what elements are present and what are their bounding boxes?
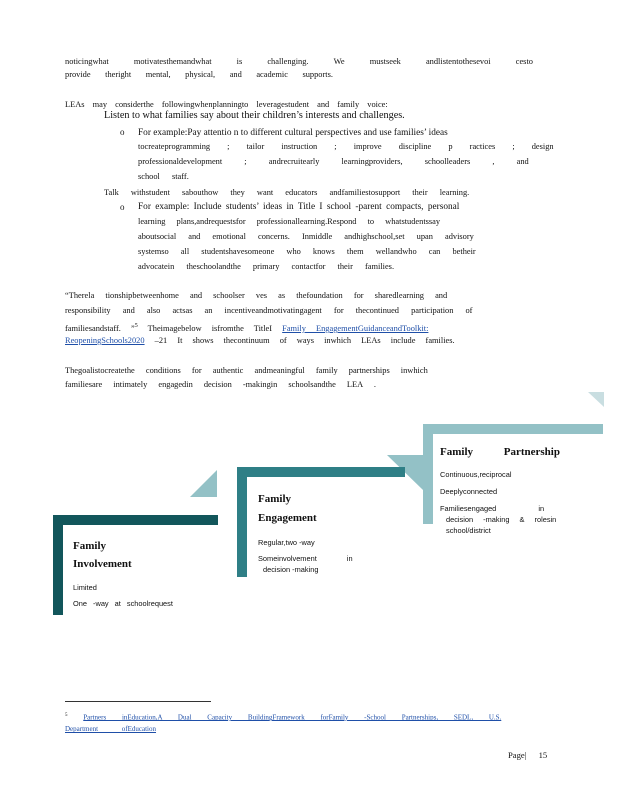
footnote-link[interactable]: Partners inEducation,A Dual Capacity BuildingFramework forFamily -School Partnerships, SEDL, U.S. bbox=[83, 713, 502, 722]
word: We bbox=[333, 57, 345, 66]
word: physical, bbox=[185, 70, 216, 79]
word: theright bbox=[105, 70, 132, 79]
goal-line-2: familiesare intimately engagedin decision -makingin schoolsandthe LEA . bbox=[65, 380, 376, 389]
stage1-item: Limited bbox=[73, 583, 97, 592]
stage3-side-bar bbox=[423, 424, 433, 524]
stage1-title: Family bbox=[73, 540, 106, 552]
stage1-title: Involvement bbox=[73, 558, 132, 570]
quote-line-1: “Therela tionshipbetweenhome and schoolser ves as thefoundation for sharedlearning and bbox=[65, 291, 448, 300]
stage2-side-bar bbox=[237, 467, 247, 577]
page-num-value: 15 bbox=[538, 750, 548, 760]
sub-bullet-marker: o bbox=[120, 202, 125, 212]
word: academic bbox=[256, 70, 288, 79]
page-number bbox=[508, 749, 547, 761]
stage3-item: school/district bbox=[446, 526, 491, 535]
word: provide bbox=[65, 70, 91, 79]
quote-text: –21 It shows thecontinuum of ways inwhich LEAs include families. bbox=[144, 336, 455, 345]
stage3-item: decision -making & rolesin bbox=[446, 515, 557, 524]
word: supports. bbox=[302, 70, 333, 79]
quote-line-2: responsibility and also actsas an incentiveandmotivatingagent for thecontinued participation of bbox=[65, 306, 473, 315]
toolkit-link[interactable]: Family EngagementGuidanceandToolkit: bbox=[282, 323, 429, 333]
sub2-line-1: For example: Include students’ ideas in Title I school -parent compacts, personal bbox=[138, 202, 460, 212]
stage2-item: decision -making bbox=[263, 565, 319, 574]
stage2-title: Engagement bbox=[258, 512, 317, 524]
step-tail-fade bbox=[588, 392, 604, 407]
stage1-top-bar bbox=[53, 515, 218, 525]
stage2-item: Someinvolvement in bbox=[258, 554, 353, 563]
word: mental, bbox=[145, 70, 171, 79]
toolkit-link-cont[interactable]: ReopeningSchools2020 bbox=[65, 336, 145, 345]
stage3-top-bar bbox=[423, 424, 603, 434]
sub1-line-3: professionaldevelopment ; andrecruitearly learningproviders, schoolleaders , and bbox=[138, 157, 529, 166]
sub1-line-1: For example:Pay attentio n to different cultural perspectives and use families’ ideas bbox=[138, 128, 448, 138]
word: mustseek bbox=[369, 57, 401, 66]
footnote-ref: 5 bbox=[134, 323, 138, 329]
quote-text: Theimagebelow isfromthe TitleI bbox=[137, 323, 283, 333]
word: cesto bbox=[515, 57, 533, 66]
stage3-item: Deeplyconnected bbox=[440, 487, 498, 496]
footnote-line-2 bbox=[65, 723, 156, 735]
sub-bullet-marker: o bbox=[120, 127, 125, 137]
stage1-item: One -way at schoolrequest bbox=[73, 599, 173, 608]
sub2-line-5: advocatein theschoolandthe primary contactfor their families. bbox=[138, 262, 395, 271]
word: and bbox=[229, 70, 242, 79]
bullet-listen: Listen to what families say about their children’s interests and challenges. bbox=[104, 110, 405, 121]
quote-text: familiesandstaff. ” bbox=[65, 323, 135, 333]
stage3-item: Familiesengaged in bbox=[440, 504, 545, 513]
word: challenging. bbox=[267, 57, 309, 66]
stage1-side-bar bbox=[53, 515, 63, 615]
stage2-connector bbox=[190, 470, 217, 497]
bullet-talk: Talk withstudent sabouthow they want educators andfamiliestosupport their learning. bbox=[104, 188, 470, 197]
page-label: Page| bbox=[508, 750, 527, 760]
sub2-line-4: systemso all studentshavesomeone who knows them wellandwho can betheir bbox=[138, 247, 476, 256]
word: motivatesthemandwhat bbox=[133, 57, 212, 66]
sub2-line-2: learning plans,andrequestsfor professionallearning.Respond to whatstudentssay bbox=[138, 217, 441, 226]
sub1-line-4: school staff. bbox=[138, 172, 189, 181]
stage2-title: Family bbox=[258, 493, 291, 505]
leas-lead: LEAs may considerthe followingwhenplanningto leveragestudent and family voice: bbox=[65, 100, 388, 109]
footnote-rule bbox=[65, 701, 211, 702]
sub1-line-2: tocreateprogramming ; tailor instruction ; improve discipline p ractices ; design bbox=[138, 142, 554, 151]
word: andlistentothesevoi bbox=[425, 57, 491, 66]
footnote-marker: 5 bbox=[65, 713, 68, 718]
footnote-line-1 bbox=[65, 710, 501, 723]
stage3-item: Continuous,reciprocal bbox=[440, 470, 512, 479]
sub2-line-3: aboutsocial and emotional concerns. Inmiddle andhighschool,set upan advisory bbox=[138, 232, 474, 241]
stage3-title: Family Partnership bbox=[440, 446, 560, 458]
stage2-item: Regular,two -way bbox=[258, 538, 315, 547]
footnote-link-cont[interactable]: Department ofEducation bbox=[65, 725, 157, 733]
word: is bbox=[236, 57, 243, 66]
goal-line-1: Thegoalistocreatethe conditions for authentic andmeaningful family partnerships inwhich bbox=[65, 366, 428, 375]
word: noticingwhat bbox=[65, 57, 109, 66]
stage2-top-bar bbox=[237, 467, 405, 477]
